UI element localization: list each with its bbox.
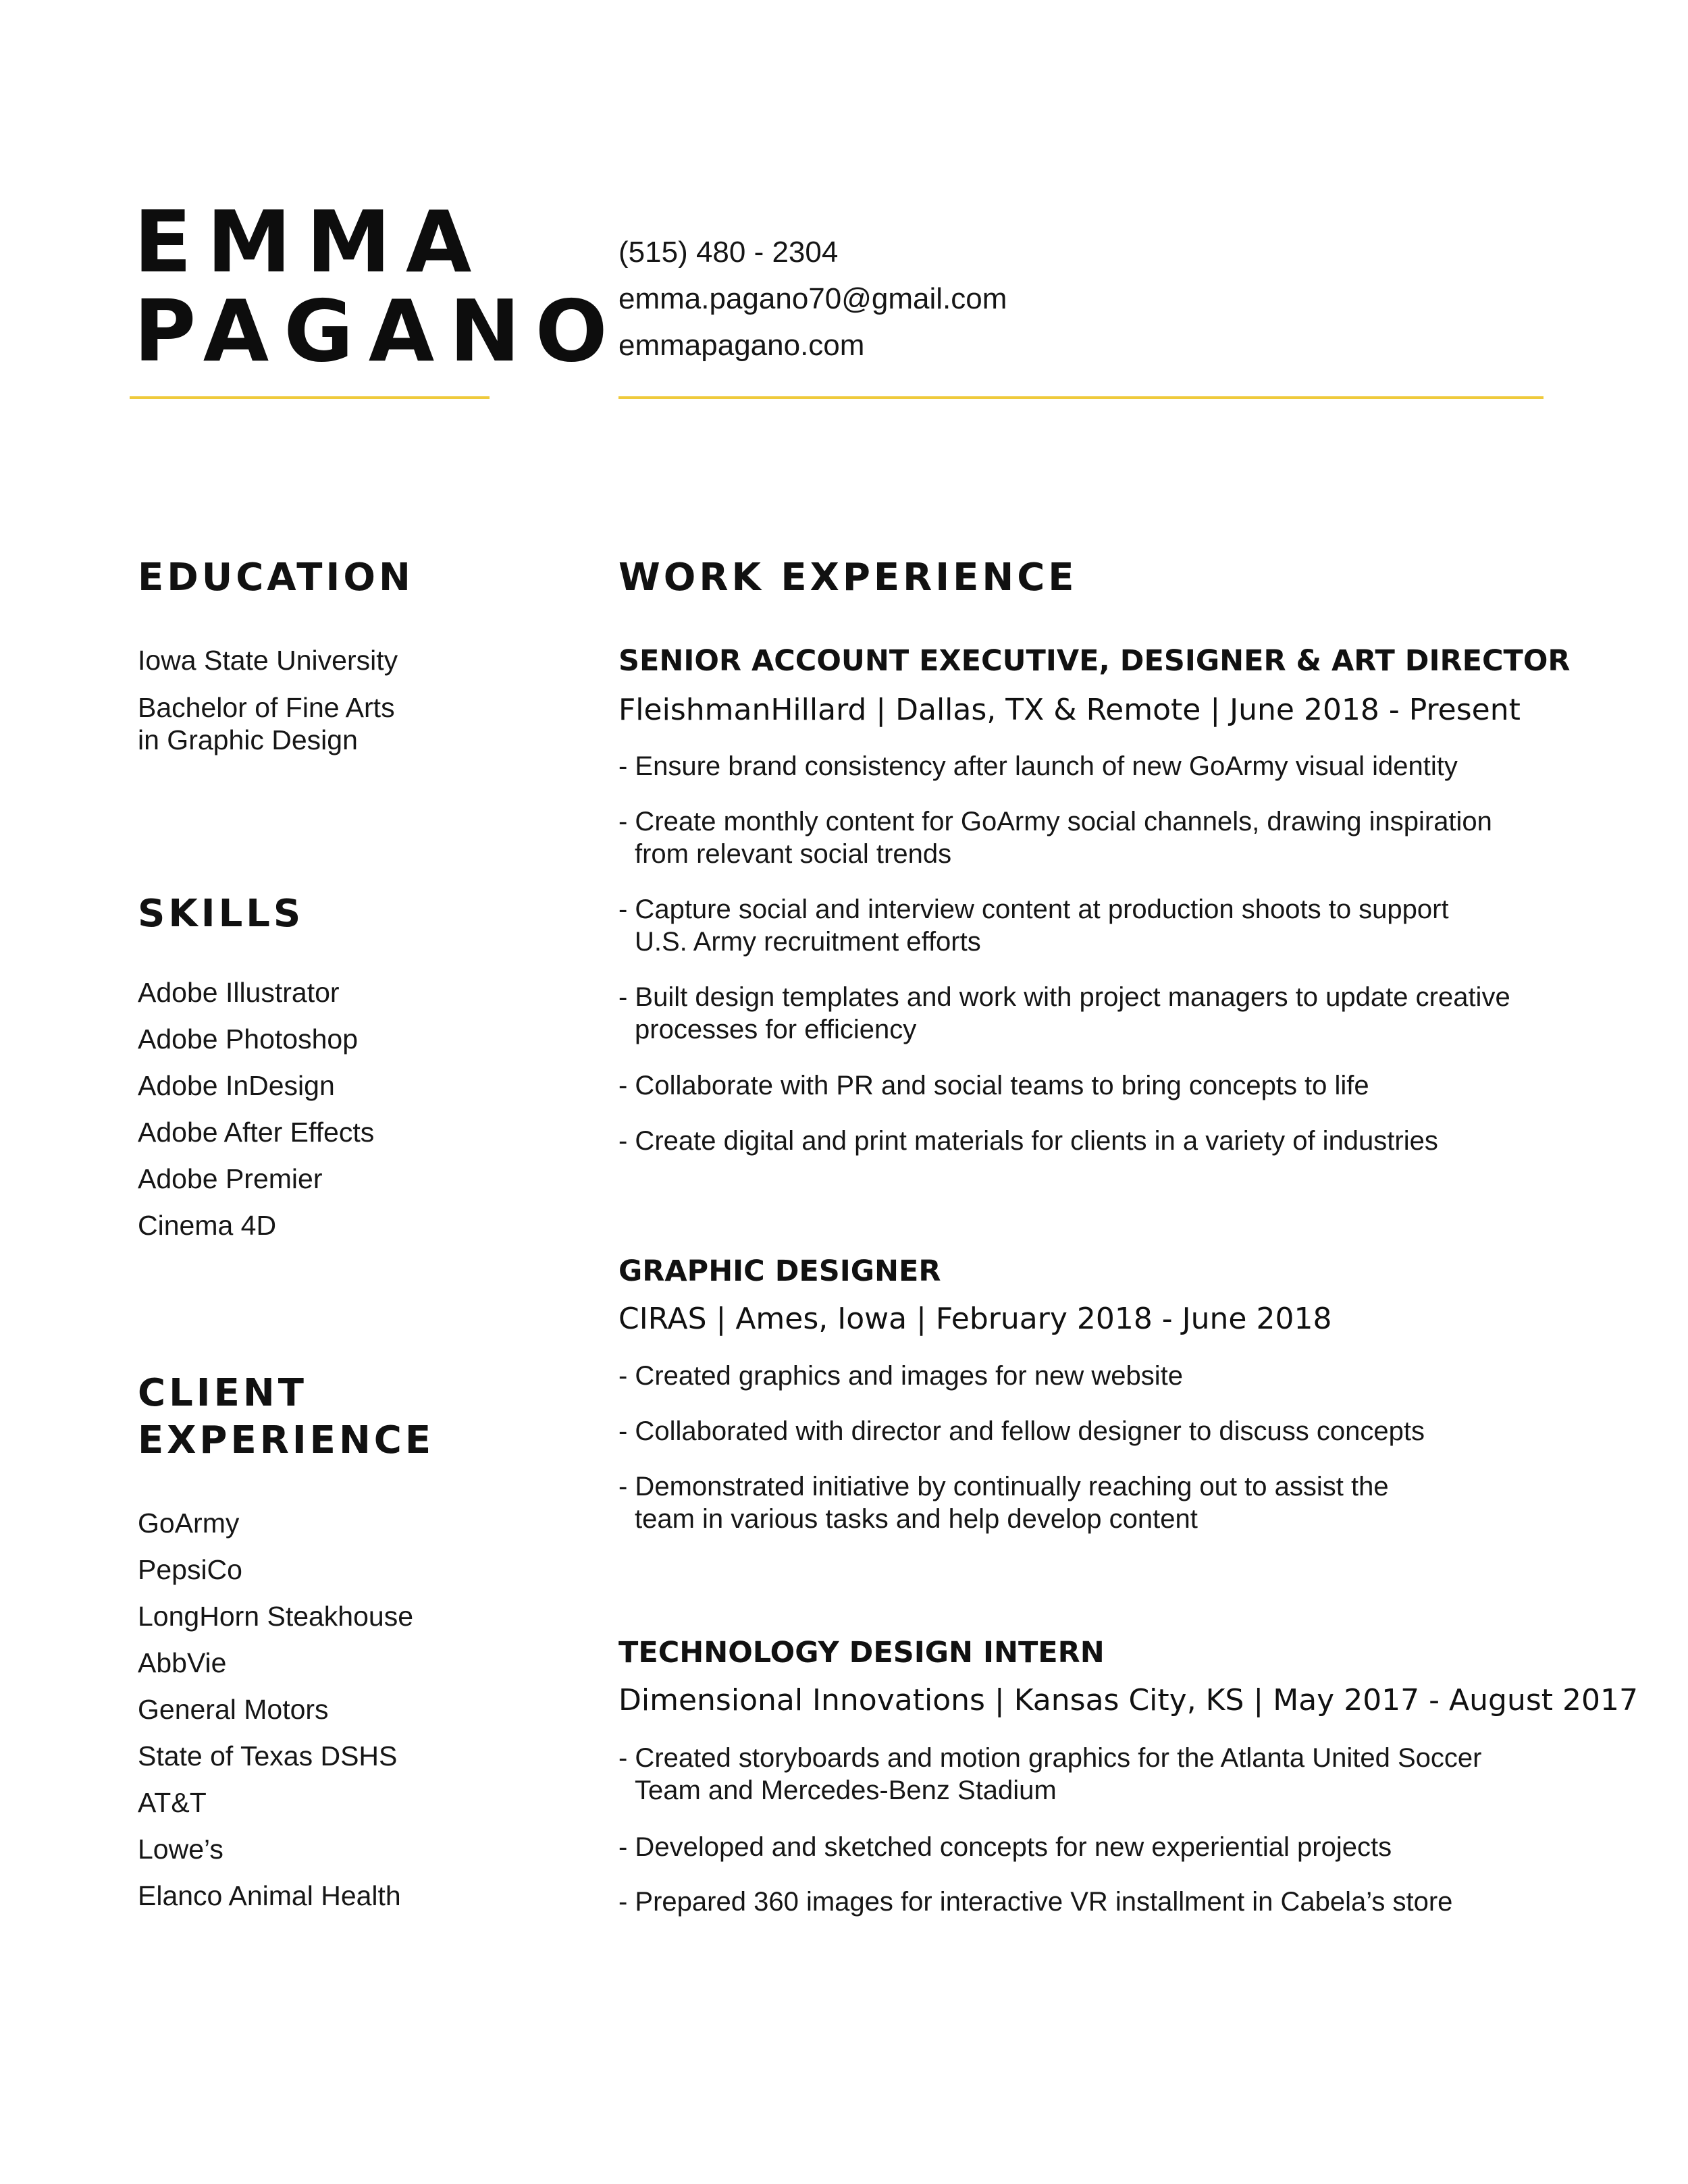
- job-bullet: [618, 1886, 1452, 1918]
- bullet-line: - Demonstrated initiative by continually reaching out to assist the: [618, 1472, 1389, 1501]
- bullet-line: - Prepared 360 images for interactive VR installment in Cabela’s store: [618, 1887, 1453, 1917]
- job-bullet: [618, 805, 1492, 870]
- bullet-line-continued: processes for efficiency: [635, 1015, 917, 1044]
- bullet-line: - Create digital and print materials for clients in a variety of industries: [618, 1126, 1438, 1156]
- client-heading-line1: CLIENT: [138, 1371, 307, 1415]
- job-bullet: [618, 1742, 1481, 1807]
- job-bullet: [618, 1831, 1392, 1863]
- client-item: GoArmy: [138, 1508, 240, 1539]
- bullet-line: - Developed and sketched concepts for new experiential projects: [618, 1832, 1392, 1862]
- education-school: Iowa State University: [138, 645, 398, 676]
- client-item: PepsiCo: [138, 1554, 242, 1585]
- education-heading: EDUCATION: [138, 556, 414, 600]
- bullet-line: - Collaborated with director and fellow designer to discuss concepts: [618, 1416, 1425, 1446]
- bullet-line-continued: from relevant social trends: [635, 839, 952, 869]
- bullet-line: - Capture social and interview content at production shoots to support: [618, 895, 1449, 924]
- skills-heading: SKILLS: [138, 892, 305, 936]
- client-item: State of Texas DSHS: [138, 1740, 398, 1772]
- skill-item: Adobe Photoshop: [138, 1023, 358, 1055]
- first-name: EMMA: [134, 192, 487, 292]
- job-title: SENIOR ACCOUNT EXECUTIVE, DESIGNER & ART DIRECTOR: [618, 644, 1571, 678]
- client-item: General Motors: [138, 1694, 329, 1725]
- education-degree-line1: Bachelor of Fine Arts: [138, 692, 395, 723]
- bullet-line: - Collaborate with PR and social teams to bring concepts to life: [618, 1071, 1369, 1100]
- contact-divider: [618, 396, 1544, 399]
- job-title: GRAPHIC DESIGNER: [618, 1254, 941, 1288]
- bullet-line-continued: Team and Mercedes-Benz Stadium: [635, 1776, 1057, 1805]
- bullet-line-continued: U.S. Army recruitment efforts: [635, 927, 981, 957]
- bullet-line: - Ensure brand consistency after launch of new GoArmy visual identity: [618, 751, 1458, 781]
- skill-item: Adobe InDesign: [138, 1070, 335, 1101]
- last-name: PAGANO: [134, 282, 623, 381]
- job-bullet: [618, 1125, 1438, 1157]
- email: emma.pagano70@gmail.com: [618, 282, 1007, 315]
- job-bullet: [618, 1415, 1425, 1447]
- skill-item: Adobe Premier: [138, 1163, 323, 1194]
- job-bullet: [618, 893, 1449, 958]
- client-item: AbbVie: [138, 1647, 227, 1678]
- client-item: LongHorn Steakhouse: [138, 1601, 414, 1632]
- job-bullet: [618, 750, 1458, 782]
- client-item: AT&T: [138, 1787, 207, 1818]
- job-bullet: [618, 1360, 1183, 1392]
- website: emmapagano.com: [618, 329, 865, 362]
- client-item: Elanco Animal Health: [138, 1880, 401, 1911]
- job-meta: FleishmanHillard | Dallas, TX & Remote | June 2018 - Present: [618, 693, 1521, 727]
- name-divider: [130, 396, 490, 399]
- skill-item: Adobe After Effects: [138, 1117, 375, 1148]
- job-meta: Dimensional Innovations | Kansas City, KS | May 2017 - August 2017: [618, 1683, 1638, 1717]
- job-bullet: [618, 1069, 1369, 1102]
- education-degree-line2: in Graphic Design: [138, 724, 358, 755]
- job-meta: CIRAS | Ames, Iowa | February 2018 - June 2018: [618, 1302, 1332, 1336]
- bullet-line: - Created graphics and images for new website: [618, 1361, 1183, 1391]
- bullet-line: - Create monthly content for GoArmy social channels, drawing inspiration: [618, 807, 1492, 836]
- bullet-line: - Built design templates and work with project managers to update creative: [618, 982, 1510, 1012]
- client-item: Lowe’s: [138, 1834, 223, 1865]
- bullet-line: - Created storyboards and motion graphics for the Atlanta United Soccer: [618, 1743, 1482, 1773]
- job-bullet: [618, 981, 1510, 1046]
- job-title: TECHNOLOGY DESIGN INTERN: [618, 1636, 1105, 1670]
- skill-item: Cinema 4D: [138, 1210, 277, 1241]
- client-heading-line2: EXPERIENCE: [138, 1418, 435, 1462]
- skill-item: Adobe Illustrator: [138, 977, 340, 1008]
- job-bullet: [618, 1470, 1389, 1535]
- work-heading: WORK EXPERIENCE: [618, 556, 1078, 600]
- bullet-line-continued: team in various tasks and help develop content: [635, 1504, 1198, 1534]
- phone: (515) 480 - 2304: [618, 236, 839, 269]
